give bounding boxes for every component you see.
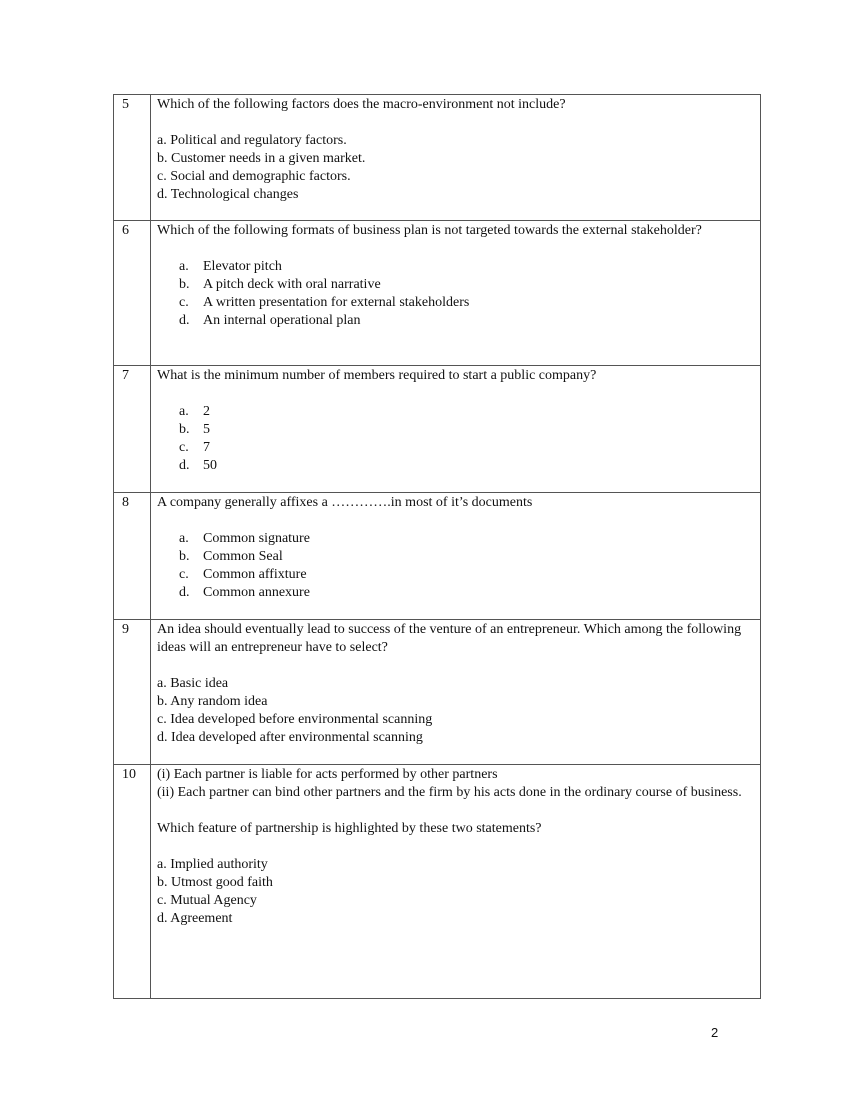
option-label: c. <box>179 440 189 455</box>
option-a <box>157 403 754 421</box>
question-text: Which of the following factors does the macro-environment not include? <box>157 97 566 112</box>
page-number: 2 <box>711 1025 719 1040</box>
option-c <box>157 294 754 312</box>
option-label: a. <box>179 531 189 546</box>
question-content <box>151 95 761 221</box>
option-text: Common affixture <box>203 567 307 582</box>
question-text: Which feature of partnership is highlighted by these two statements? <box>157 821 542 836</box>
option-label: d. <box>179 585 190 600</box>
option-text: Elevator pitch <box>203 259 282 274</box>
option-c <box>157 439 754 457</box>
option-text: Common Seal <box>203 549 283 564</box>
option-a: a. Implied authority <box>157 857 268 872</box>
option-label: d. <box>179 458 190 473</box>
option-b <box>157 548 754 566</box>
option-text: 7 <box>203 440 210 455</box>
option-text: 5 <box>203 422 210 437</box>
option-b: b. Customer needs in a given market. <box>157 151 366 166</box>
question-number: 7 <box>114 366 151 493</box>
question-content <box>151 366 761 493</box>
option-text: Common annexure <box>203 585 310 600</box>
question-number: 8 <box>114 493 151 620</box>
question-content <box>151 765 761 999</box>
option-a: a. Political and regulatory factors. <box>157 133 347 148</box>
option-d: d. Technological changes <box>157 187 299 202</box>
option-c: c. Social and demographic factors. <box>157 169 351 184</box>
option-label: a. <box>179 404 189 419</box>
statement-ii: (ii) Each partner can bind other partners and the firm by his acts done in the ordinary course of business. <box>157 785 742 800</box>
option-label: b. <box>179 277 190 292</box>
question-text: Which of the following formats of business plan is not targeted towards the external stakeholder? <box>157 223 702 238</box>
option-label: d. <box>179 313 190 328</box>
question-number: 9 <box>114 620 151 765</box>
option-c: c. Idea developed before environmental scanning <box>157 712 433 727</box>
question-row-8 <box>114 493 761 620</box>
option-a <box>157 258 754 276</box>
question-number: 5 <box>114 95 151 221</box>
option-d: d. Agreement <box>157 911 233 926</box>
option-d: d. Idea developed after environmental scanning <box>157 730 423 745</box>
question-text: A company generally affixes a ………….in most of it’s documents <box>157 495 533 510</box>
option-text: A pitch deck with oral narrative <box>203 277 381 292</box>
question-row-7 <box>114 366 761 493</box>
question-text: An idea should eventually lead to success of the venture of an entrepreneur. Which among the following ideas will an entrepreneur have to select? <box>157 622 742 655</box>
question-table <box>113 94 761 999</box>
question-number: 6 <box>114 221 151 366</box>
option-d <box>157 312 754 330</box>
option-b <box>157 276 754 294</box>
option-label: c. <box>179 295 189 310</box>
option-text: Common signature <box>203 531 310 546</box>
question-row-10 <box>114 765 761 999</box>
option-text: A written presentation for external stakeholders <box>203 295 470 310</box>
option-a: a. Basic idea <box>157 676 229 691</box>
option-c: c. Mutual Agency <box>157 893 257 908</box>
question-content <box>151 221 761 366</box>
option-label: b. <box>179 549 190 564</box>
option-d <box>157 457 754 475</box>
option-label: a. <box>179 259 189 274</box>
option-b <box>157 421 754 439</box>
option-label: c. <box>179 567 189 582</box>
option-d <box>157 584 754 602</box>
question-text: What is the minimum number of members required to start a public company? <box>157 368 597 383</box>
question-row-6 <box>114 221 761 366</box>
question-content <box>151 493 761 620</box>
question-row-5 <box>114 95 761 221</box>
option-text: An internal operational plan <box>203 313 361 328</box>
question-number: 10 <box>114 765 151 999</box>
option-b: b. Any random idea <box>157 694 268 709</box>
option-c <box>157 566 754 584</box>
option-text: 2 <box>203 404 210 419</box>
option-a <box>157 530 754 548</box>
option-text: 50 <box>203 458 217 473</box>
statement-i: (i) Each partner is liable for acts performed by other partners <box>157 767 498 782</box>
option-label: b. <box>179 422 190 437</box>
option-b: b. Utmost good faith <box>157 875 273 890</box>
question-content <box>151 620 761 765</box>
question-row-9 <box>114 620 761 765</box>
